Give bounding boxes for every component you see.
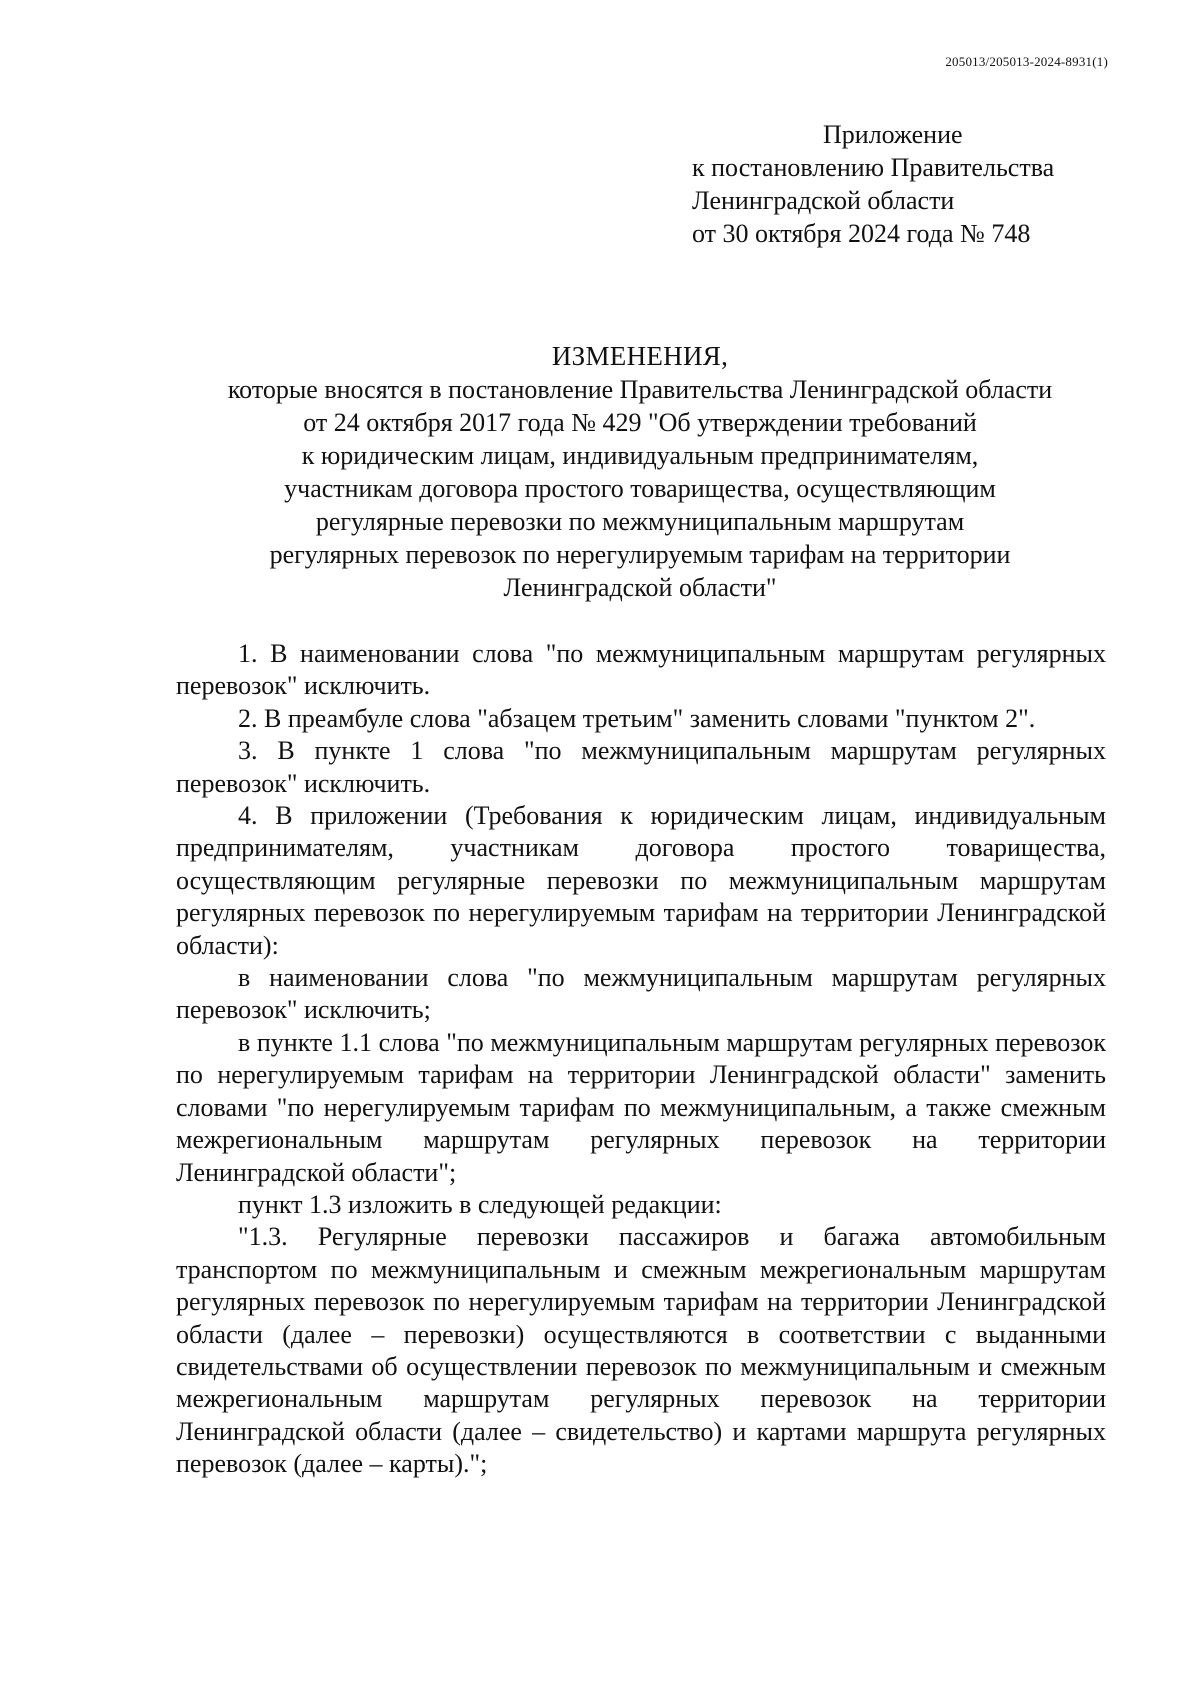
appendix-line: Приложение [823,120,963,149]
paragraph-subitem: в пункте 1.1 слова "по межмуниципальным маршрутам регулярных перевозок по нерегулируемым тарифам на территории Ленинградской области" заменить словами "по нерегулируемым тарифам по межмуниципальным, а также смежным межрегиональным маршрутам регулярных перевозок на территории Ленинградской области"; [176,1027,1106,1187]
heading-line: которые вносятся в постановление Правительства Ленинградской области [227,375,1053,404]
heading-title: ИЗМЕНЕНИЯ, [551,341,729,371]
paragraph-item-2: 2. В преамбуле слова "абзацем третьим" заменить словами "пунктом 2". [238,703,1036,733]
heading-line: регулярных перевозок по нерегулируемым тарифам на территории [269,540,1011,569]
document-body [176,638,1106,1481]
paragraph-quoted-text: "1.3. Регулярные перевозки пассажиров и багажа автомобильным транспортом по межмуниципальным и смежным межрегиональным маршрутам регулярных перевозок по нерегулируемым тарифам на территории Ленинградской области (далее – перевозки) осуществляются в соответствии с выданными свидетельствами об осуществлении перевозок по межмуниципальным и смежным межрегиональным маршрутам регулярных перевозок на территории Ленинградской области (далее – свидетельство) и картами маршрута регулярных перевозок (далее – карты)."; [176,1222,1106,1479]
paragraph-item-1: 1. В наименовании слова "по межмуниципальным маршрутам регулярных перевозок" исключить. [176,639,1106,701]
document-heading [150,340,1130,604]
appendix-block [692,118,1054,250]
document-id: 205013/205013-2024-8931(1) [945,54,1108,69]
paragraph-item-3: 3. В пункте 1 слова "по межмуниципальным маршрутам регулярных перевозок" исключить. [176,736,1106,798]
heading-line: Ленинградской области" [503,573,777,602]
appendix-line: Ленинградской области [692,186,955,215]
paragraph-subitem: пункт 1.3 изложить в следующей редакции: [238,1189,722,1219]
appendix-date-line: от 30 октября 2024 года № 748 [692,219,1031,248]
paragraph-subitem: в наименовании слова "по межмуниципальным маршрутам регулярных перевозок" исключить; [176,963,1106,1025]
heading-line: от 24 октября 2017 года № 429 "Об утверждении требований [303,408,977,437]
heading-line: регулярные перевозки по межмуниципальным маршрутам [315,507,965,536]
heading-line: участникам договора простого товарищества, осуществляющим [284,474,996,503]
appendix-line: к постановлению Правительства [692,153,1055,182]
paragraph-item-4: 4. В приложении (Требования к юридическим лицам, индивидуальным предпринимателям, участникам договора простого товарищества, осуществляющим регулярные перевозки по межмуниципальным маршрутам регулярных перевозок по нерегулируемым тарифам на территории Ленинградской области): [176,801,1106,960]
heading-line: к юридическим лицам, индивидуальным предпринимателям, [301,441,979,470]
